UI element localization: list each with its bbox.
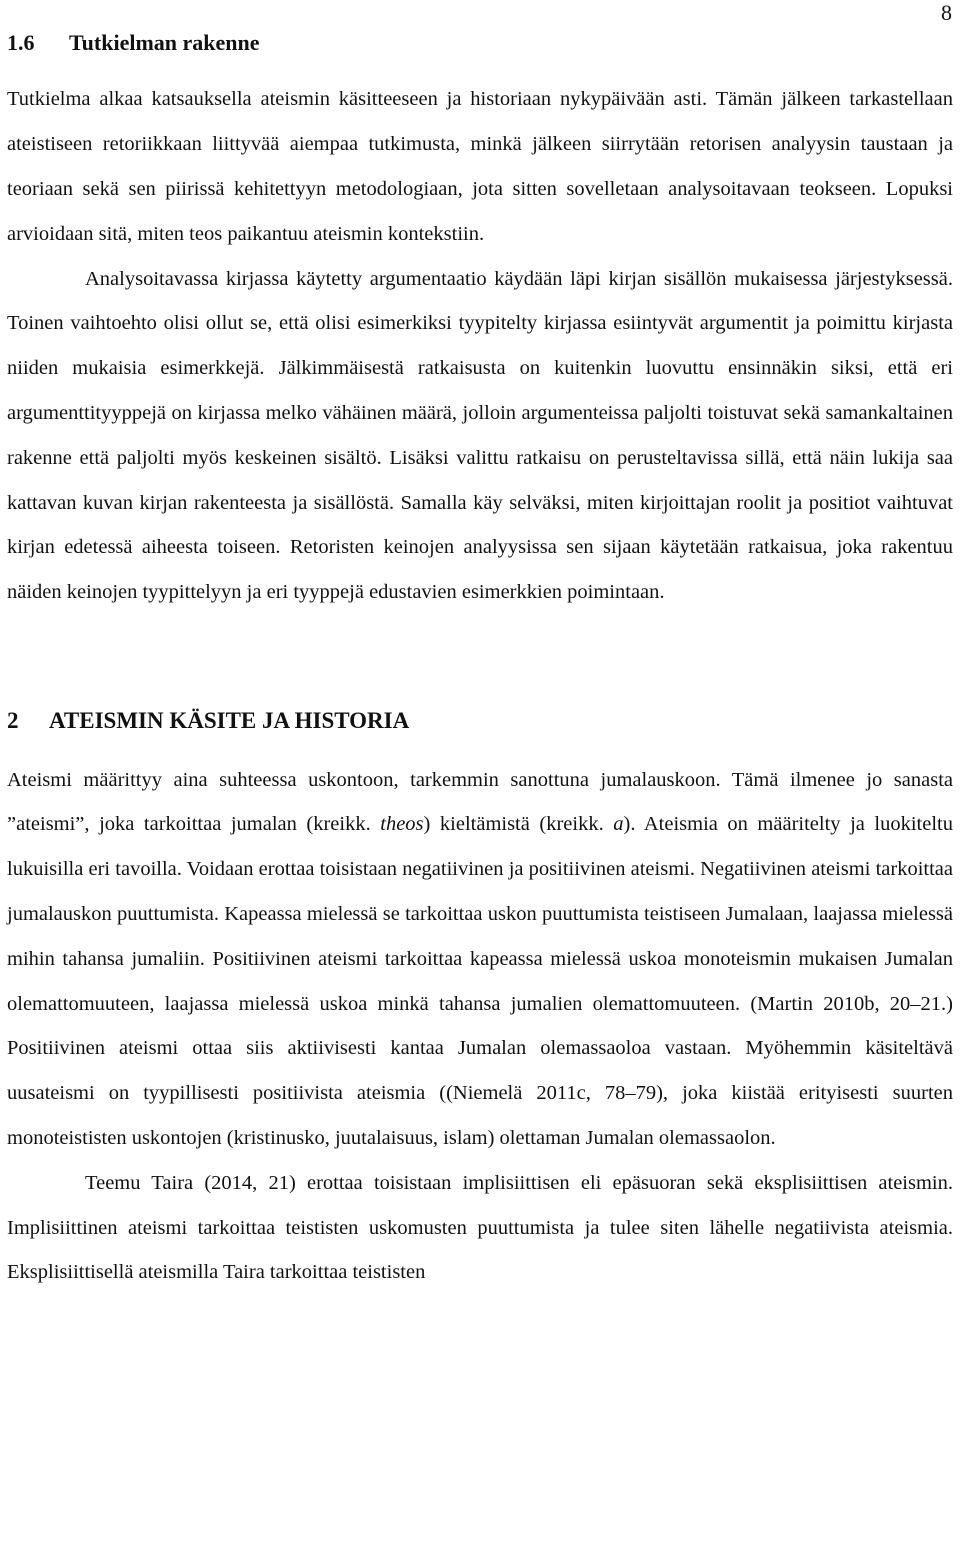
section-title: Tutkielman rakenne (69, 30, 260, 55)
paragraph: Analysoitavassa kirjassa käytetty argumentaatio käydään läpi kirjan sisällön mukaisessa järjestyksessä. Toinen vaihtoehto olisi ollut se, että olisi esimerkiksi tyypitelty kirjassa esiintyvät argumentit ja poimittu kirjasta niiden mukaisia esimerkkejä. Jälkimmäisestä ratkaisusta on kuitenkin luovuttu ensinnäkin siksi, että eri argumenttityyppejä on kirjassa melko vähäinen määrä, jolloin argumenteissa paljolti toistuvat sekä samankaltainen rakenne että paljolti myös keskeinen sisältö. Lisäksi valittu ratkaisu on perusteltavissa sillä, että näin lukija saa kattavan kuvan kirjan rakenteesta ja sisällöstä. Samalla käy selväksi, miten kirjoittajan roolit ja positiot vaihtuvat kirjan edetessä aiheesta toiseen. Retoristen keinojen analyysissa sen sijaan käytetään ratkaisua, joka rakentuu näiden keinojen tyypittelyyn ja eri tyyppejä edustavien esimerkkien poimintaan. (7, 267, 953, 604)
paragraph (7, 758, 953, 1161)
paragraph-text: ). Ateismia on määritelty ja luokiteltu lukuisilla eri tavoilla. Voidaan erottaa toisistaan negatiivinen ja positiivinen ateismi. Negatiivinen ateismi tarkoittaa jumalauskon puuttumista. Kapeassa mielessä se tarkoittaa uskon puuttumista teistiseen Jumalaan, laajassa mielessä mihin tahansa jumaliin. Positiivinen ateismi tarkoittaa kapeassa mielessä uskoa monoteismin mukaisen Jumalan olemattomuuteen, laajassa mielessä uskoa minkä tahansa jumalien olemattomuuteen. (Martin 2010b, 20–21.) Positiivinen ateismi ottaa siis aktiivisesti kantaa Jumalan olemassaoloa vastaan. Myöhemmin käsiteltävä uusateismi on tyypillisesti positiivista ateismia ((Niemelä 2011c, 78–79), joka kiistää erityisesti suurten monoteististen uskontojen (kristinusko, juutalaisuus, islam) olettaman Jumalan olemassaolon. (7, 813, 953, 1149)
paragraph: Tutkielma alkaa katsauksella ateismin käsitteeseen ja historiaan nykypäivään asti. Tämän jälkeen tarkastellaan ateistiseen retoriikkaan liittyvää aiempaa tutkimusta, minkä jälkeen siirrytään retorisen analyysin taustaan ja teoriaan sekä sen piirissä kehitettyyn metodologiaan, jota sitten sovelletaan analysoitavaan teokseen. Lopuksi arvioidaan sitä, miten teos paikantuu ateismin kontekstiin. (7, 88, 953, 245)
chapter-number: 2 (7, 707, 19, 733)
chapter-heading (7, 707, 953, 735)
document-body (7, 30, 953, 1295)
italic-term: theos (380, 813, 424, 836)
paragraph-text: Ateismi määrittyy aina suhteessa uskontoon, tarkemmin sanottuna jumalauskoon. Tämä ilmenee jo sanasta ”ateismi”, joka tarkoittaa jumalan (kreikk. (7, 768, 953, 836)
paragraph-text: ) kieltämistä (kreikk. (423, 813, 614, 836)
section-number: 1.6 (7, 30, 35, 55)
paragraph: Teemu Taira (2014, 21) erottaa toisistaan implisiittisen eli epäsuoran sekä eksplisiittisen ateismin. Implisiittinen ateismi tarkoittaa teististen uskomusten puuttumista ja tulee siten lähelle negatiivista ateismia. Eksplisiittisellä ateismilla Taira tarkoittaa teististen (7, 1171, 953, 1284)
chapter-title: ATEISMIN KÄSITE JA HISTORIA (49, 707, 410, 733)
italic-term: a (613, 813, 624, 836)
page-number: 8 (941, 0, 952, 25)
section-heading (7, 30, 953, 56)
